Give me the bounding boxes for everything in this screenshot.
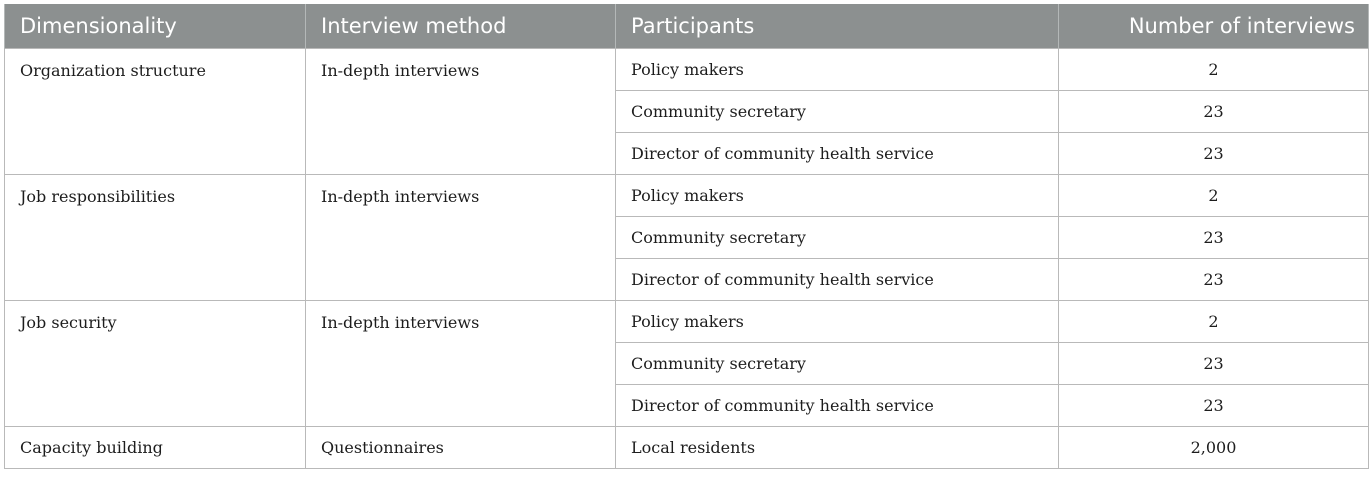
count-cell: 2 xyxy=(1059,175,1369,217)
table-row xyxy=(5,49,1369,91)
method-cell: In-depth interviews xyxy=(306,301,616,427)
participant-cell: Policy makers xyxy=(616,301,1059,343)
participant-cell: Director of community health service xyxy=(616,259,1059,301)
header-row xyxy=(5,4,1369,49)
dimensionality-cell: Job responsibilities xyxy=(5,175,306,301)
participant-cell: Director of community health service xyxy=(616,385,1059,427)
header-participants: Participants xyxy=(616,4,1059,49)
count-cell: 23 xyxy=(1059,259,1369,301)
participant-cell: Director of community health service xyxy=(616,133,1059,175)
method-cell: In-depth interviews xyxy=(306,175,616,301)
count-cell: 23 xyxy=(1059,385,1369,427)
count-cell: 23 xyxy=(1059,343,1369,385)
count-cell: 2,000 xyxy=(1059,427,1369,469)
count-cell: 23 xyxy=(1059,133,1369,175)
interviews-table xyxy=(4,4,1369,469)
header-interview-method: Interview method xyxy=(306,4,616,49)
participant-cell: Policy makers xyxy=(616,175,1059,217)
method-cell: Questionnaires xyxy=(306,427,616,469)
header-number-of-interviews: Number of interviews xyxy=(1059,4,1369,49)
dimensionality-cell: Organization structure xyxy=(5,49,306,175)
table-container xyxy=(4,4,1368,469)
count-cell: 2 xyxy=(1059,49,1369,91)
participant-cell: Policy makers xyxy=(616,49,1059,91)
participant-cell: Community secretary xyxy=(616,343,1059,385)
method-cell: In-depth interviews xyxy=(306,49,616,175)
header-dimensionality: Dimensionality xyxy=(5,4,306,49)
participant-cell: Community secretary xyxy=(616,217,1059,259)
count-cell: 23 xyxy=(1059,91,1369,133)
dimensionality-cell: Job security xyxy=(5,301,306,427)
table-row xyxy=(5,301,1369,343)
participant-cell: Local residents xyxy=(616,427,1059,469)
table-row xyxy=(5,427,1369,469)
participant-cell: Community secretary xyxy=(616,91,1059,133)
dimensionality-cell: Capacity building xyxy=(5,427,306,469)
count-cell: 23 xyxy=(1059,217,1369,259)
count-cell: 2 xyxy=(1059,301,1369,343)
table-row xyxy=(5,175,1369,217)
